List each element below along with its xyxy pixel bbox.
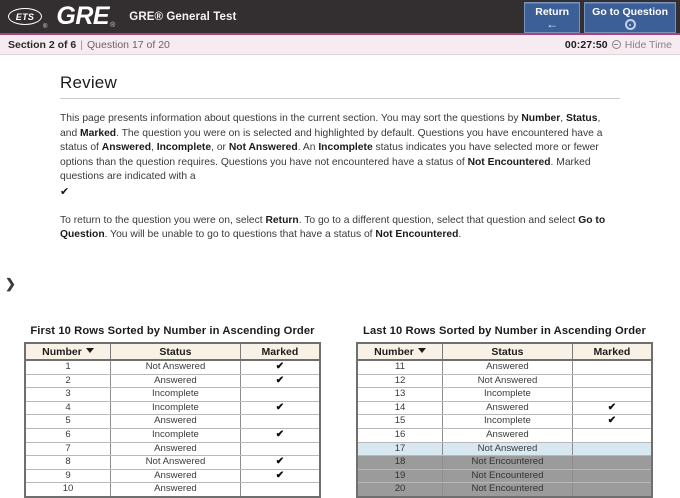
review-paragraph-1: This page presents information about questions in the current section. You may sort the questions by Number, Status, and Marked. The question you were on is selected and highlighted by default. Questions you have encountered have a status of Answered, Incomplete, or Not Answered. An Incomplete status indicates you have selected more or fewer options than the question requires. Questions you have not encountered have a status of Not Encountered. Marked questions are indicated with a ✔: [60, 113, 603, 199]
cell-number: 16: [357, 428, 443, 442]
cell-status: Not Answered: [443, 374, 573, 388]
table-row[interactable]: [25, 456, 320, 470]
timer-value: 00:27:50: [564, 38, 608, 51]
column-header-number[interactable]: [25, 343, 111, 360]
cell-marked-checkmark-icon: ✔: [240, 374, 320, 388]
chevron-right-icon[interactable]: ❯: [5, 276, 16, 291]
review-content: [0, 55, 680, 243]
cell-status: Incomplete: [443, 415, 573, 429]
go-to-question-button[interactable]: [584, 2, 676, 33]
question-indicator: Question 17 of 20: [87, 38, 170, 51]
cell-marked-checkmark-icon: ✔: [240, 401, 320, 415]
cell-status: Not Encountered: [443, 483, 573, 497]
cell-marked: [240, 388, 320, 402]
cell-number: 7: [25, 442, 111, 456]
cell-marked: [572, 360, 652, 374]
cell-marked-checkmark-icon: ✔: [240, 469, 320, 483]
cell-marked: [240, 483, 320, 497]
hide-time-button[interactable]: Hide Time: [624, 38, 672, 51]
first-rows-table-body: [25, 360, 320, 497]
cell-marked: [572, 469, 652, 483]
cell-number: 1: [25, 360, 111, 374]
cell-status: Answered: [443, 401, 573, 415]
test-title: GRE® General Test: [129, 10, 237, 23]
column-header-number-label: Number: [42, 345, 82, 358]
table-row[interactable]: [357, 388, 652, 402]
return-button-label: Return: [535, 6, 570, 18]
cell-status: Answered: [443, 360, 573, 374]
cell-number: 20: [357, 483, 443, 497]
go-to-question-button-label: Go to Question: [592, 6, 668, 18]
sort-descending-caret-icon: [418, 348, 426, 353]
ets-registered-mark: ®: [43, 24, 48, 30]
last-rows-table-block: [356, 325, 653, 498]
cell-status: Not Answered: [443, 442, 573, 456]
cell-marked: [572, 483, 652, 497]
cell-number: 15: [357, 415, 443, 429]
cell-status: Answered: [111, 483, 241, 497]
cell-status: Answered: [111, 374, 241, 388]
column-header-marked[interactable]: Marked: [240, 343, 320, 360]
cell-status: Answered: [443, 428, 573, 442]
cell-marked: [240, 442, 320, 456]
gre-brand-wordmark: GRE: [56, 2, 110, 30]
cell-number: 4: [25, 401, 111, 415]
table-row[interactable]: [357, 442, 652, 456]
cell-marked-checkmark-icon: ✔: [240, 456, 320, 470]
cell-number: 13: [357, 388, 443, 402]
cell-marked: [572, 428, 652, 442]
cell-number: 19: [357, 469, 443, 483]
table-row[interactable]: [357, 456, 652, 470]
cell-status: Not Encountered: [443, 469, 573, 483]
cell-number: 9: [25, 469, 111, 483]
table-header-row: [25, 343, 320, 360]
table-row[interactable]: [25, 428, 320, 442]
body-area: [0, 55, 680, 495]
cell-marked-checkmark-icon: ✔: [572, 401, 652, 415]
cell-status: Incomplete: [111, 388, 241, 402]
table-row[interactable]: [25, 483, 320, 497]
cell-number: 2: [25, 374, 111, 388]
cell-number: 11: [357, 360, 443, 374]
table-row[interactable]: [357, 483, 652, 497]
page-title: Review: [60, 73, 620, 99]
cell-number: 12: [357, 374, 443, 388]
cell-status: Incomplete: [111, 401, 241, 415]
cell-status: Answered: [111, 415, 241, 429]
review-tables: [0, 325, 680, 498]
cell-number: 8: [25, 456, 111, 470]
cell-number: 3: [25, 388, 111, 402]
last-rows-table-caption: Last 10 Rows Sorted by Number in Ascending Order: [363, 325, 646, 337]
sort-descending-caret-icon: [86, 348, 94, 353]
cell-number: 17: [357, 442, 443, 456]
column-header-number[interactable]: [357, 343, 443, 360]
section-indicator: Section 2 of 6: [8, 38, 77, 51]
cell-number: 14: [357, 401, 443, 415]
cell-marked-checkmark-icon: ✔: [572, 415, 652, 429]
bullseye-target-icon: [625, 19, 636, 30]
app-header: [0, 0, 680, 33]
column-header-status[interactable]: Status: [111, 343, 241, 360]
cell-status: Not Encountered: [443, 456, 573, 470]
ets-logo-text: ETS: [15, 11, 35, 22]
gre-registered-mark: ®: [110, 22, 116, 29]
table-row[interactable]: [25, 442, 320, 456]
cell-number: 10: [25, 483, 111, 497]
cell-number: 18: [357, 456, 443, 470]
cell-marked-checkmark-icon: ✔: [240, 360, 320, 374]
last-rows-table[interactable]: [356, 342, 653, 498]
table-row[interactable]: [25, 388, 320, 402]
table-row[interactable]: [25, 401, 320, 415]
table-row[interactable]: [357, 360, 652, 374]
ets-logo: [8, 8, 42, 25]
table-row[interactable]: [357, 428, 652, 442]
table-row[interactable]: [357, 415, 652, 429]
cell-number: 6: [25, 428, 111, 442]
table-row[interactable]: [25, 374, 320, 388]
cell-number: 5: [25, 415, 111, 429]
table-row[interactable]: [25, 360, 320, 374]
cell-marked: [572, 456, 652, 470]
cell-status: Answered: [111, 442, 241, 456]
table-row[interactable]: [25, 469, 320, 483]
cell-marked: [572, 442, 652, 456]
last-rows-table-body: [357, 360, 652, 497]
first-rows-table-block: [24, 325, 321, 498]
section-separator: |: [80, 38, 83, 51]
cell-status: Not Answered: [111, 360, 241, 374]
cell-status: Not Answered: [111, 456, 241, 470]
left-arrow-icon: ←: [546, 17, 559, 32]
cell-status: Answered: [111, 469, 241, 483]
header-button-group: [524, 2, 676, 33]
table-row[interactable]: [357, 401, 652, 415]
minus-circle-icon[interactable]: [612, 40, 621, 49]
section-status-bar: [0, 35, 680, 55]
first-rows-table[interactable]: [24, 342, 321, 498]
table-header-row: [357, 343, 652, 360]
column-header-number-label: Number: [374, 345, 414, 358]
table-row[interactable]: [25, 415, 320, 429]
cell-marked: [572, 388, 652, 402]
cell-marked: [240, 415, 320, 429]
table-row[interactable]: [357, 374, 652, 388]
cell-status: Incomplete: [443, 388, 573, 402]
return-button[interactable]: [524, 2, 580, 33]
cell-marked: [572, 374, 652, 388]
timer-group: [565, 39, 672, 51]
review-paragraph-2: To return to the question you were on, select Return. To go to a different question, select that question and select Go to Question. You will be unable to go to questions that have a status of Not Encountered.: [60, 214, 606, 241]
column-header-marked[interactable]: Marked: [572, 343, 652, 360]
cell-status: Incomplete: [111, 428, 241, 442]
first-rows-table-caption: First 10 Rows Sorted by Number in Ascending Order: [30, 325, 315, 337]
table-row[interactable]: [357, 469, 652, 483]
cell-marked-checkmark-icon: ✔: [240, 428, 320, 442]
column-header-status[interactable]: Status: [443, 343, 573, 360]
